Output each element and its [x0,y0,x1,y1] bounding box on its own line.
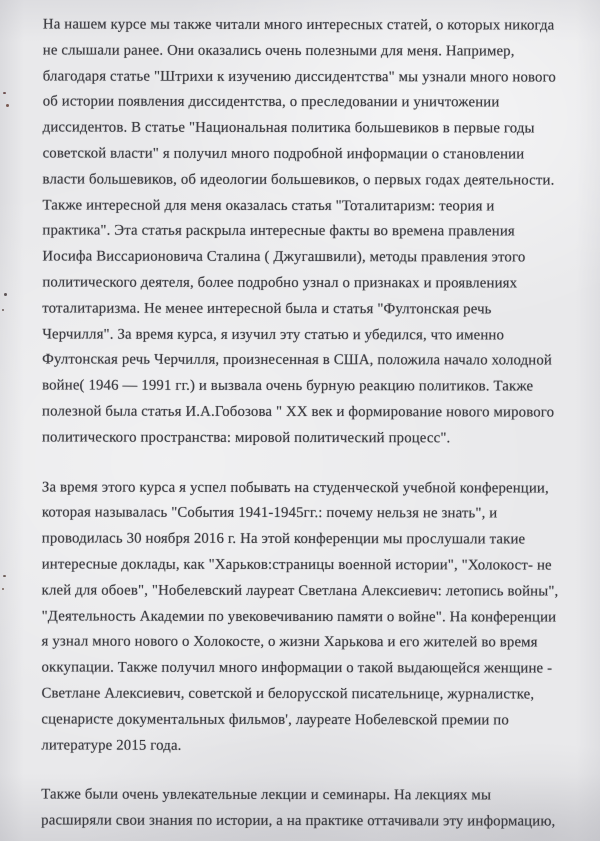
essay-text-block [41,12,577,841]
scan-speck [4,293,7,296]
text-line: советской власти" я получил много подробной информации о становлении [42,145,525,163]
text-line: которая называлась "События 1941-1945гг.: почему нельзя не знать", и [41,504,498,522]
text-line: сценаристе документальных фильмов', лауреате Нобелевской премии по [41,711,509,729]
text-line: клей для обоев", "Нобелевский лауреат Светлана Алексиевич: летопись войны", [41,582,559,600]
text-line: За время этого курса я успел побывать на студенческой учебной конференции, [41,478,549,497]
text-line: практика". Эта статья раскрыла интересные факты во времена правления [42,222,515,240]
text-line: интересные доклады, как "Харьков:страницы военной истории", "Холокост- не [41,556,552,574]
text-line: об истории появления диссидентства, о преследовании и уничтожении [42,93,500,111]
paragraph-articles [42,12,577,452]
text-line: я узнал много нового о Холокосте, о жизни Харькова и его жителей во время [41,633,538,651]
paragraph-lectures [41,783,575,836]
text-line: На нашем курсе мы также читали много интересных статей, о которых никогда [42,16,555,34]
text-line: Фултонская речь Черчилля, произнесенная в США, положила начало холодной [42,351,553,369]
text-line: Также были очень увлекательные лекции и семинары. На лекциях мы [41,786,492,804]
scan-speck [3,92,6,94]
text-line: полезной была статья И.А.Гобозова " ХХ век и формирование нового мирового [42,403,555,421]
text-line: не слышали ранее. Они оказались очень полезными для меня. Например, [42,42,515,60]
scan-speck [6,104,9,107]
text-line: расширяли свои знания по истории, а на практике оттачивали эту информацию, [41,812,556,830]
text-line: тоталитаризма. Не менее интересной была и статья "Фултонская речь [42,300,492,318]
scan-speck [3,575,6,577]
text-line: политического деятеля, более подробно узнал о признаках и проявлениях [42,274,518,292]
text-line: Светлане Алексиевич, советской и белорусской писательнице, журналистке, [41,685,535,703]
text-line: власти большевиков, об идеологии большевиков, о первых годах деятельности. [42,171,555,189]
text-line: проводилась 30 ноября 2016 г. На этой конференции мы прослушали такие [41,530,526,548]
text-line: войне( 1946 — 1991 гг.) и вызвала очень бурную реакцию политиков. Также [42,377,534,395]
text-line: политического пространства: мировой политический процесс". [41,429,451,447]
scan-speck [2,309,4,311]
text-line: "Деятельность Академии по увековечиванию памяти о войне". На конференции [41,607,557,626]
paragraph-conference [41,475,576,760]
text-line: литературе 2015 года. [41,736,182,754]
text-line: диссидентов. В статье "Национальная политика большевиков в первые годы [42,119,535,137]
text-line: Также интересной для меня оказалась статья "Тоталитаризм: теория и [42,197,495,214]
text-line: Иосифа Виссарионовича Сталина ( Джугашвили), методы правления этого [42,248,526,266]
text-line: оккупации. Также получил много информации о такой выдающейся женщине - [41,659,553,677]
text-line: Черчилля". За время курса, я изучил эту статью и убедился, что именно [42,326,505,343]
text-line: благодаря статье "Штрихи к изучению диссидентства" мы узнали много нового [42,68,557,86]
scan-speck [2,588,4,590]
